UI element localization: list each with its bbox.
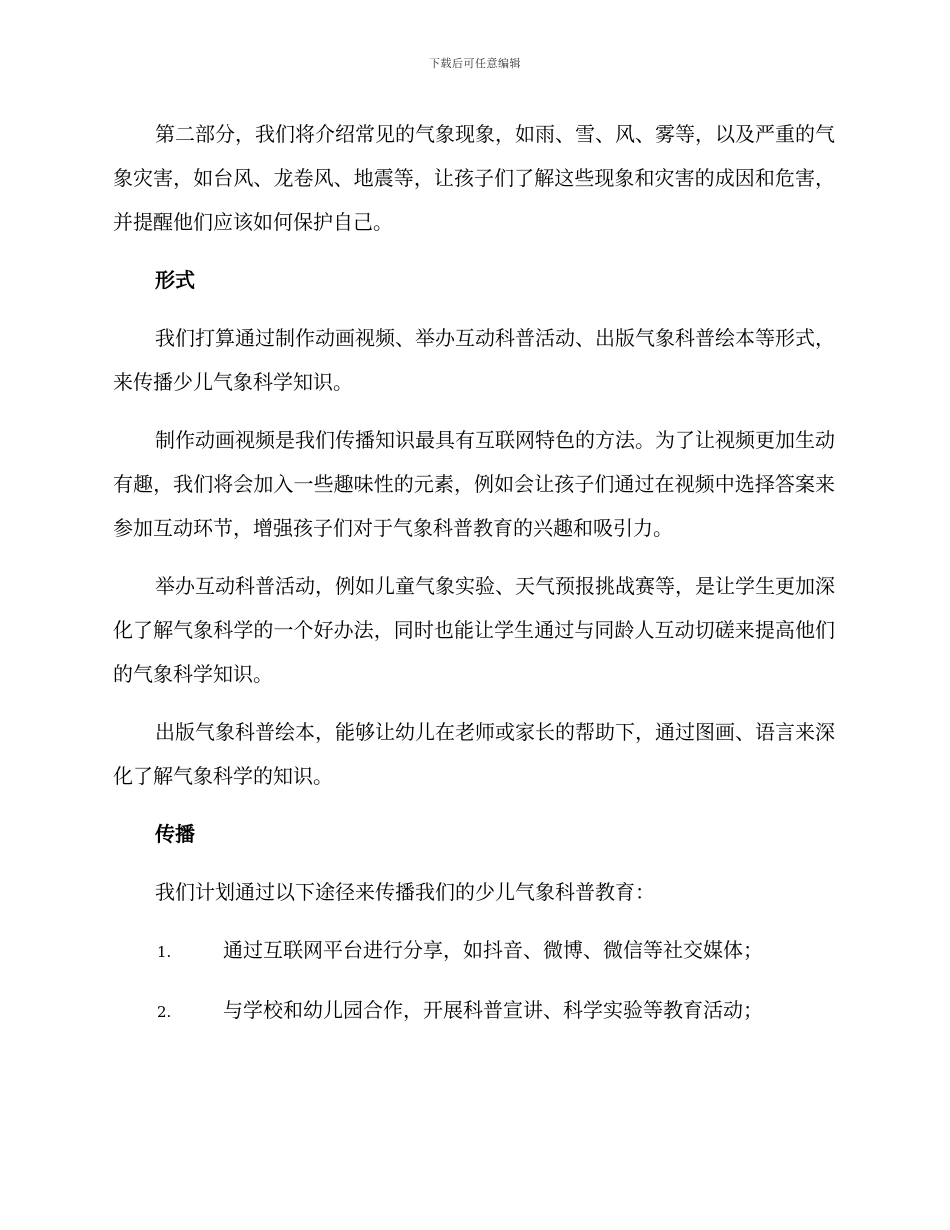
list-item [113,928,835,974]
paragraph-picture-book: 出版气象科普绘本，能够让幼儿在老师或家长的帮助下，通过图画、语言来深化了解气象科学的知识。 [113,720,835,788]
list-item-text: 与学校和幼儿园合作，开展科普宣讲、科学实验等教育活动； [223,998,763,1022]
list-item [113,988,835,1034]
page-header: 下载后可任意编辑 [429,57,521,70]
list-item-number: 2. [157,1003,172,1021]
paragraph-spread-intro: 我们计划通过以下途径来传播我们的少儿气象科普教育： [155,880,655,904]
paragraph-animation-video: 制作动画视频是我们传播知识最具有互联网特色的方法。为了让视频更加生动有趣，我们将会加入一些趣味性的元素，例如会让孩子们通过在视频中选择答案来参加互动环节，增强孩子们对于气象科普教育的兴趣和吸引力。 [113,428,835,540]
paragraph-weather-phenomena: 第二部分，我们将介绍常见的气象现象，如雨、雪、风、雾等，以及严重的气象灾害，如台风、龙卷风、地震等，让孩子们了解这些现象和灾害的成因和危害，并提醒他们应该如何保护自己。 [113,122,835,234]
section-heading-form: 形式 [155,268,195,292]
document-body [113,112,835,1048]
list-item-number: 1. [157,943,172,961]
section-heading-spread: 传播 [155,822,195,846]
paragraph-interactive-activity: 举办互动科普活动，例如儿童气象实验、天气预报挑战赛等，是让学生更加深化了解气象科学的一个好办法，同时也能让学生通过与同龄人互动切磋来提高他们的气象科学知识。 [113,574,835,686]
paragraph-form-intro: 我们打算通过制作动画视频、举办互动科普活动、出版气象科普绘本等形式，来传播少儿气象科学知识。 [113,326,835,394]
list-item-text: 通过互联网平台进行分享，如抖音、微博、微信等社交媒体； [223,938,763,962]
